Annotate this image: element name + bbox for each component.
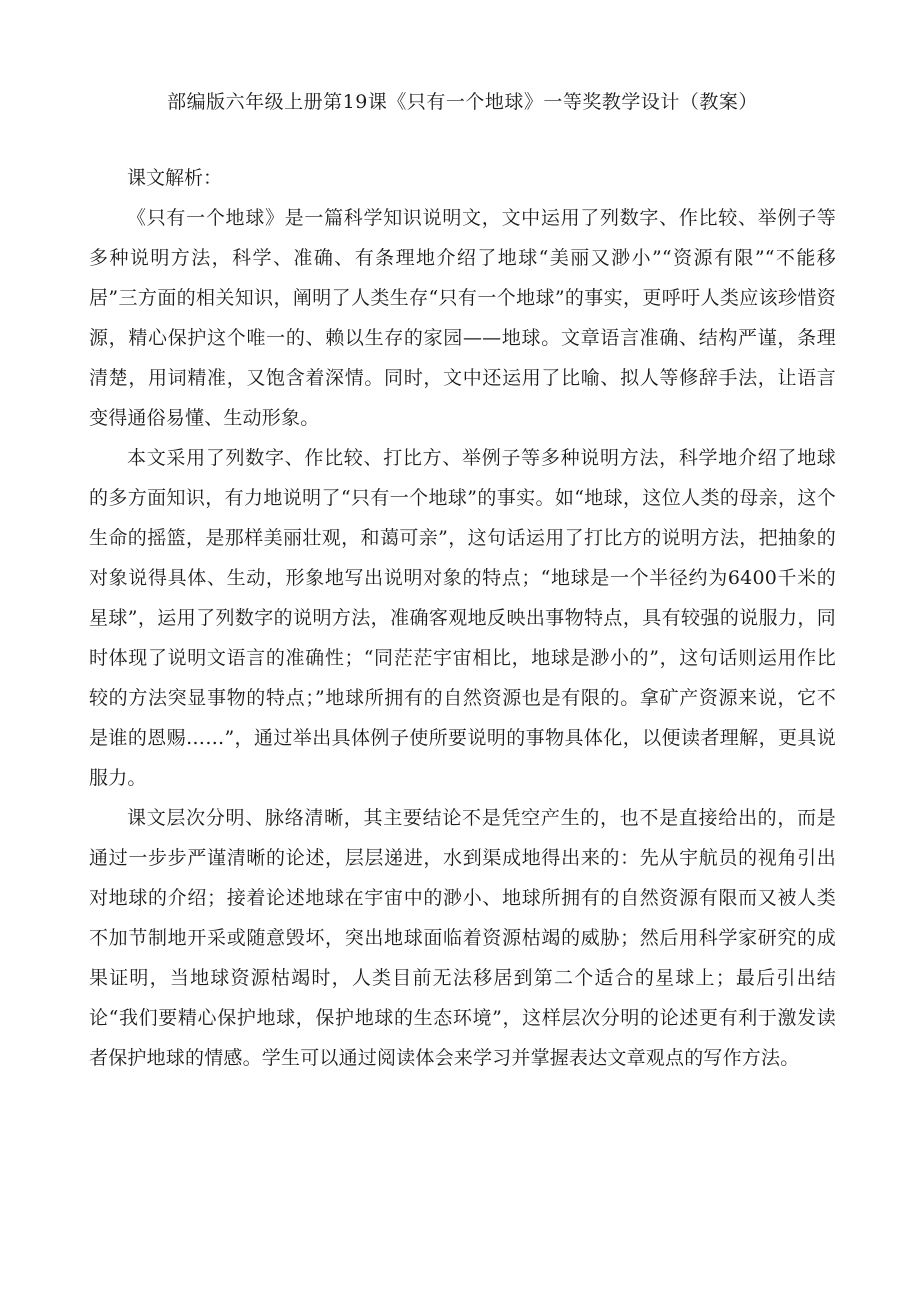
- section-heading: 课文解析：: [127, 167, 223, 189]
- page-title: 部编版六年级上册第19课《只有一个地球》一等奖教学设计（教案）: [167, 91, 758, 113]
- document-page: [89, 82, 836, 1078]
- paragraph-3: 课文层次分明、脉络清晰，其主要结论不是凭空产生的，也不是直接给出的，而是通过一步步严谨清晰的论述，层层递进，水到渠成地得出来的：先从宇航员的视角引出对地球的介绍；接着论述地球在宇宙中的渺小、地球所拥有的自然资源有限而又被人类不加节制地开采或随意毁坏，突出地球面临着资源枯竭的威胁；然后用科学家研究的成果证明，当地球资源枯竭时，人类目前无法移居到第二个适合的星球上；最后引出结论“我们要精心保护地球，保护地球的生态环境”，这样层次分明的论述更有利于激发读者保护地球的情感。学生可以通过阅读体会来学习并掌握表达文章观点的写作方法。: [89, 807, 836, 1069]
- paragraph-2: 本文采用了列数字、作比较、打比方、举例子等多种说明方法，科学地介绍了地球的多方面知识，有力地说明了“只有一个地球”的事实。如“地球，这位人类的母亲，这个生命的摇篮，是那样美丽壮观，和蔼可亲”，这句话运用了打比方的说明方法，把抽象的对象说得具体、生动，形象地写出说明对象的特点；“地球是一个半径约为6400千米的星球”，运用了列数字的说明方法，准确客观地反映出事物特点，具有较强的说服力，同时体现了说明文语言的准确性；“同茫茫宇宙相比，地球是渺小的”，这句话则运用作比较的方法突显事物的特点；”地球所拥有的自然资源也是有限的。拿矿产资源来说，它不是谁的恩赐……”，通过举出具体例子使所要说明的事物具体化，以便读者理解，更具说服力。: [89, 447, 836, 789]
- paragraph-1: 《只有一个地球》是一篇科学知识说明文，文中运用了列数字、作比较、举例子等多种说明方法，科学、准确、有条理地介绍了地球“美丽又渺小”“资源有限”“不能移居”三方面的相关知识，阐明了人类生存“只有一个地球”的事实，更呼吁人类应该珍惜资源，精心保护这个唯一的、赖以生存的家园——地球。文章语言准确、结构严谨，条理清楚，用词精准，又饱含着深情。同时，文中还运用了比喻、拟人等修辞手法，让语言变得通俗易懂、生动形象。: [89, 207, 836, 429]
